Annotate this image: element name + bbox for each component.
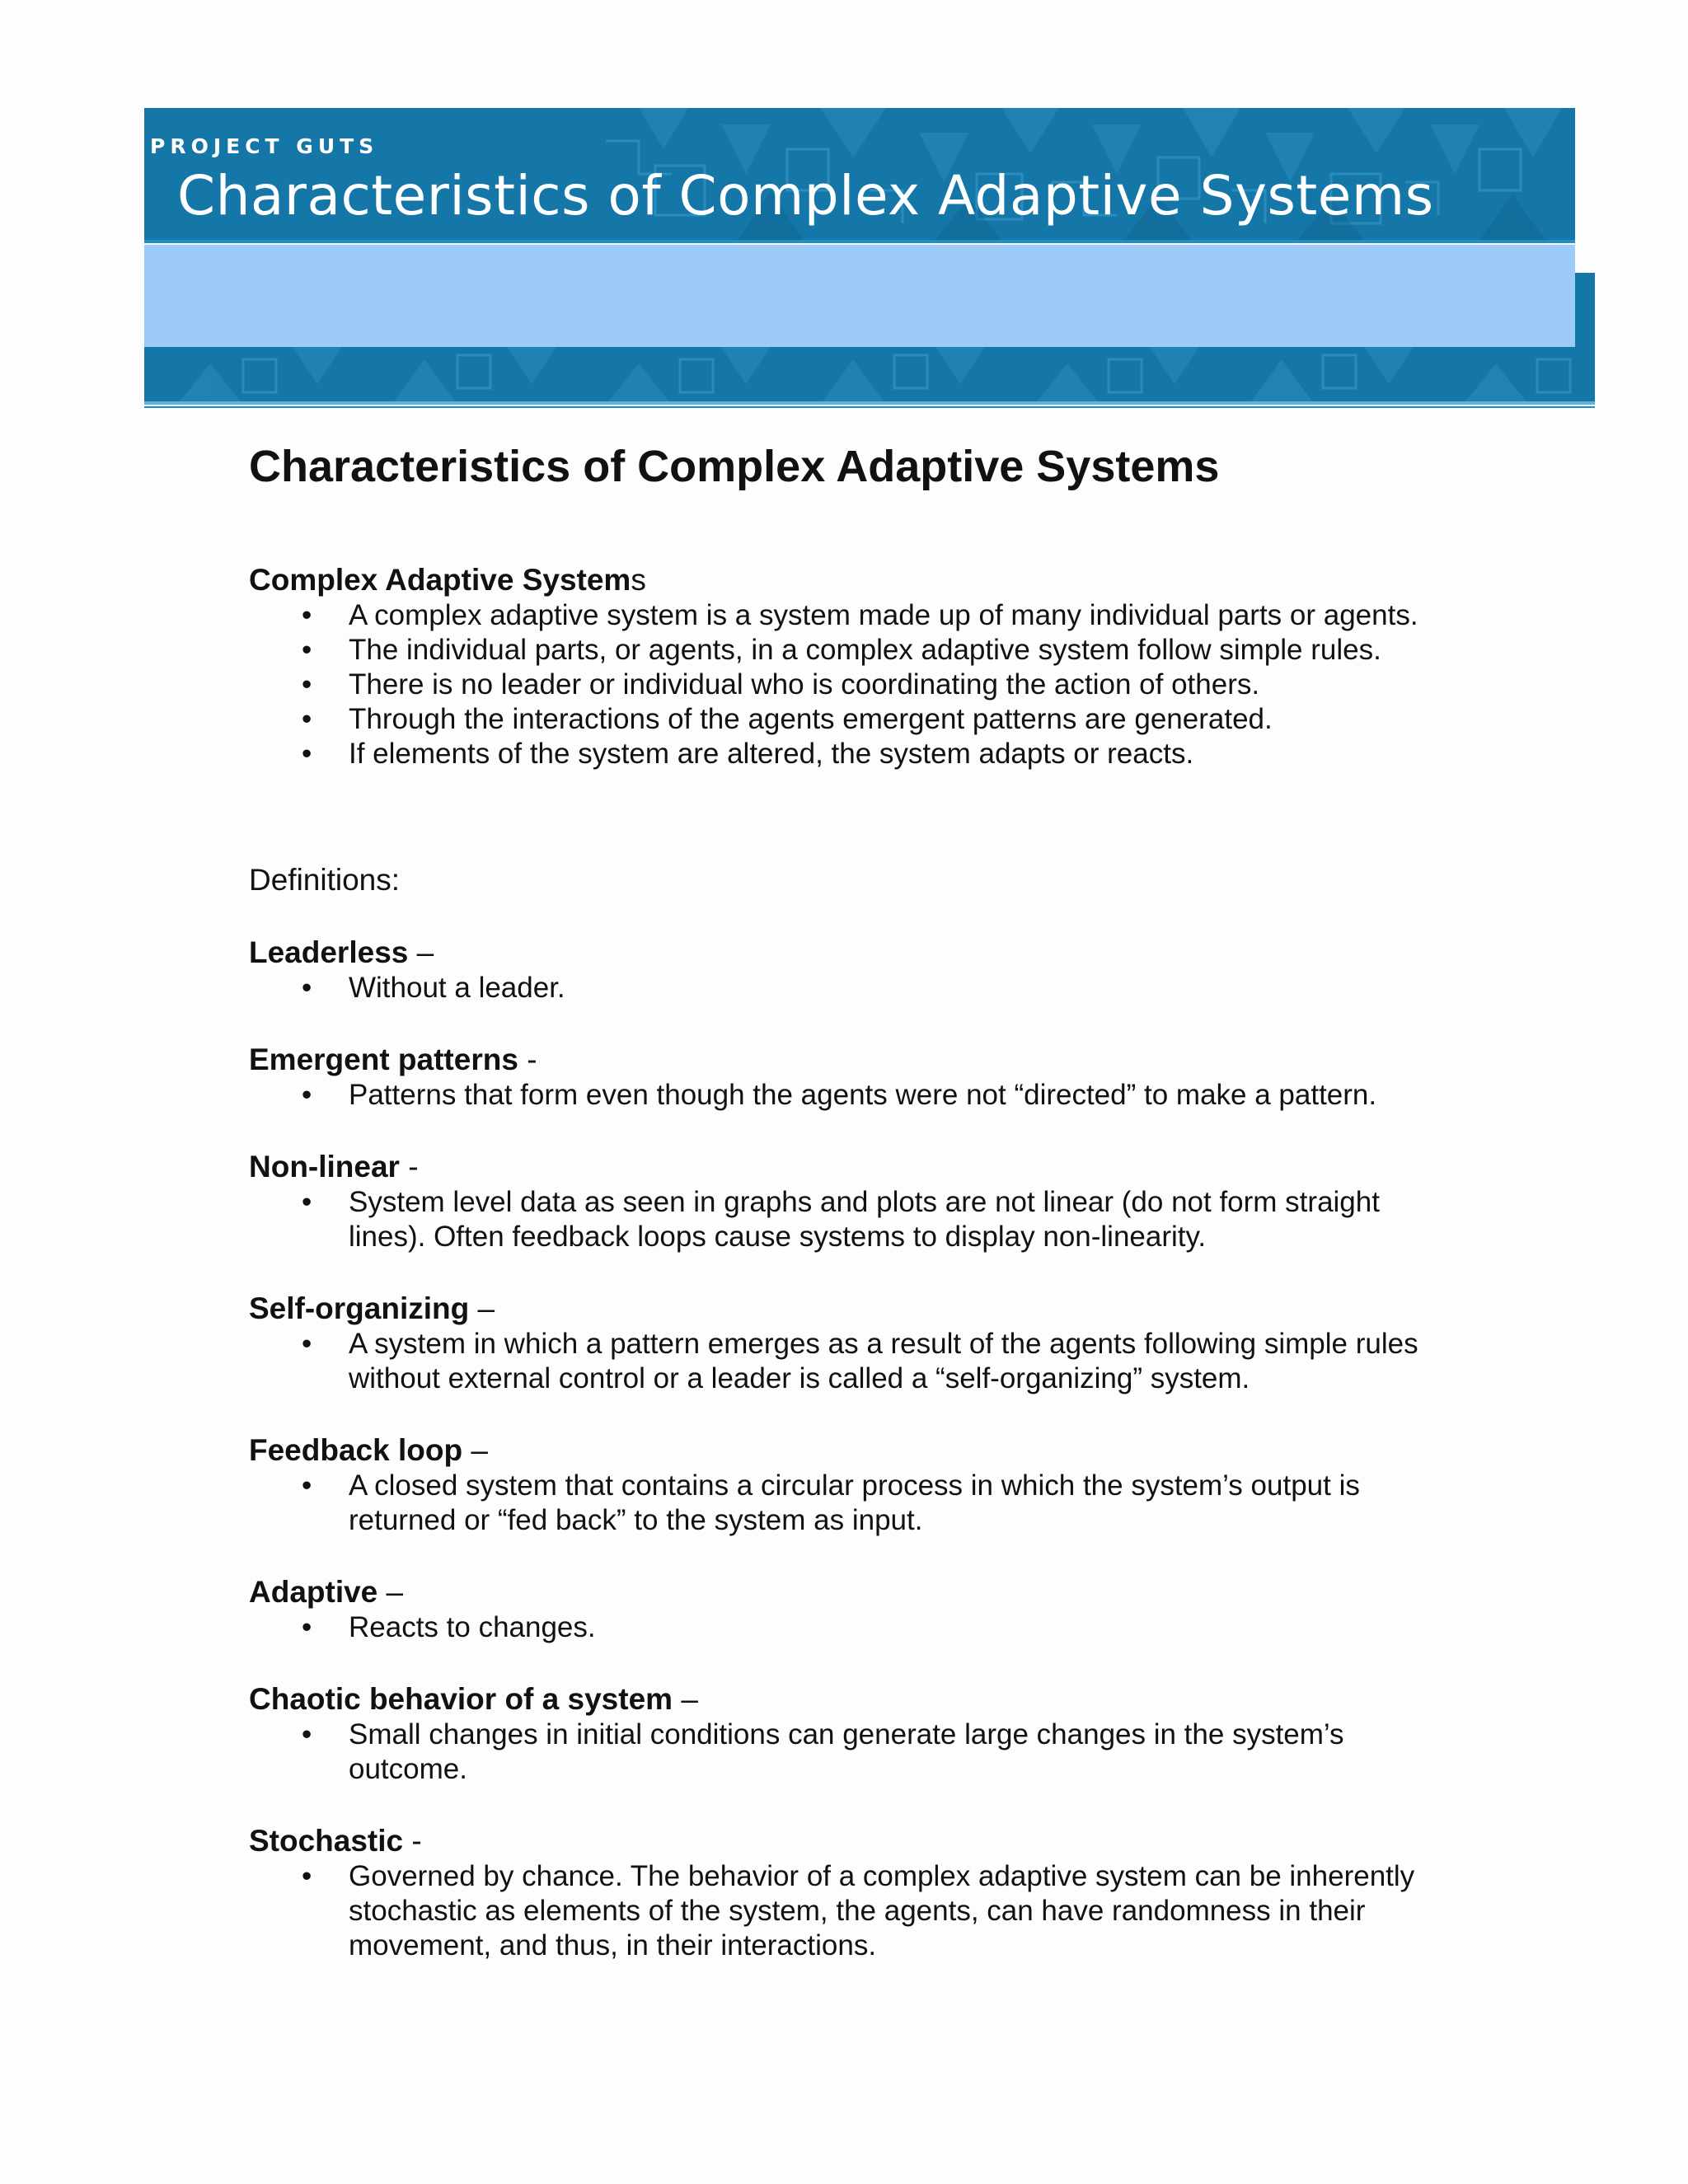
bullet-icon: •	[302, 703, 312, 735]
definition-stochastic	[249, 1823, 1535, 1963]
list-item-text: movement, and thus, in their interactions.	[349, 1929, 877, 1961]
definition-bullet-list	[249, 1610, 1535, 1645]
list-item-text: System level data as seen in graphs and plots are not linear (do not form straight	[349, 1186, 1380, 1218]
term-text: Emergent patterns	[249, 1043, 518, 1076]
term-separator: –	[377, 1575, 404, 1609]
overview-heading-tail: s	[631, 563, 646, 597]
list-item-continuation	[249, 1894, 1535, 1929]
list-item	[249, 737, 1535, 771]
term-separator: –	[673, 1682, 698, 1716]
banner-top-band	[144, 108, 1575, 240]
definition-bullet-list	[249, 1469, 1535, 1538]
bullet-icon: •	[302, 972, 312, 1004]
banner-light-band	[144, 245, 1575, 347]
list-item	[249, 971, 1535, 1005]
list-item-text: If elements of the system are altered, the system adapts or reacts.	[349, 738, 1194, 770]
list-item	[249, 1859, 1535, 1894]
overview-bullet-list	[249, 598, 1535, 771]
bullet-icon: •	[302, 1328, 312, 1360]
term-text: Adaptive	[249, 1575, 378, 1609]
definition-term	[249, 1149, 1535, 1185]
definition-feedback-loop	[249, 1432, 1535, 1538]
term-text: Self-organizing	[249, 1291, 470, 1325]
list-item-text: stochastic as elements of the system, the agents, can have randomness in their	[349, 1895, 1366, 1927]
list-item	[249, 598, 1535, 633]
list-item-text: Reacts to changes.	[349, 1611, 596, 1643]
list-item-text: A system in which a pattern emerges as a result of the agents following simple rules	[349, 1328, 1418, 1360]
definition-term	[249, 1823, 1535, 1859]
definition-bullet-list	[249, 971, 1535, 1005]
list-item-continuation	[249, 1929, 1535, 1963]
list-item-text: without external control or a leader is called a “self-organizing” system.	[349, 1362, 1250, 1394]
list-item-text: lines). Often feedback loops cause systems to display non-linearity.	[349, 1221, 1207, 1253]
list-item-text: Small changes in initial conditions can generate large changes in the system’s	[349, 1718, 1344, 1750]
bullet-icon: •	[302, 1718, 312, 1750]
bullet-icon: •	[302, 634, 312, 666]
list-item	[249, 1718, 1535, 1752]
definitions-label: Definitions:	[249, 863, 401, 897]
banner-title: Characteristics of Complex Adaptive Systems	[177, 164, 1434, 227]
bullet-icon: •	[302, 1860, 312, 1892]
list-item-text: Through the interactions of the agents emergent patterns are generated.	[349, 703, 1273, 735]
term-separator: -	[403, 1824, 422, 1858]
list-item-continuation	[249, 1503, 1535, 1538]
list-item-text: A closed system that contains a circular process in which the system’s output is	[349, 1469, 1360, 1502]
list-item	[249, 702, 1535, 737]
document-body	[249, 437, 1535, 1963]
bullet-icon: •	[302, 1469, 312, 1502]
banner-bottom-line	[144, 401, 1595, 405]
term-text: Chaotic behavior of a system	[249, 1682, 673, 1716]
bullet-icon: •	[302, 668, 312, 701]
definition-term	[249, 935, 1535, 971]
term-separator: -	[399, 1150, 419, 1183]
definition-term	[249, 1681, 1535, 1718]
term-separator: -	[518, 1043, 537, 1076]
definition-chaotic-behavior	[249, 1681, 1535, 1787]
definition-non-linear	[249, 1149, 1535, 1254]
definition-leaderless	[249, 935, 1535, 1005]
definition-term	[249, 1042, 1535, 1078]
banner-bottom-line-thin	[144, 406, 1595, 408]
list-item-continuation	[249, 1361, 1535, 1396]
list-item-text: Governed by chance. The behavior of a complex adaptive system can be inherently	[349, 1860, 1415, 1892]
header-banner	[144, 108, 1595, 408]
list-item-continuation	[249, 1220, 1535, 1254]
term-text: Stochastic	[249, 1824, 404, 1858]
banner-bottom-pattern	[144, 347, 1595, 405]
overview-heading-text: Complex Adaptive System	[249, 563, 631, 597]
definition-adaptive	[249, 1574, 1535, 1645]
list-item	[249, 668, 1535, 702]
bullet-icon: •	[302, 599, 312, 631]
list-item-text: returned or “fed back” to the system as input.	[349, 1504, 923, 1536]
definition-term	[249, 1574, 1535, 1610]
term-text: Feedback loop	[249, 1433, 463, 1467]
list-item-text: A complex adaptive system is a system made up of many individual parts or agents.	[349, 599, 1418, 631]
list-item	[249, 1078, 1535, 1113]
list-item	[249, 1185, 1535, 1220]
definition-bullet-list	[249, 1718, 1535, 1787]
list-item-text: There is no leader or individual who is coordinating the action of others.	[349, 668, 1260, 701]
term-separator: –	[469, 1291, 495, 1325]
bullet-icon: •	[302, 1079, 312, 1111]
list-item	[249, 1610, 1535, 1645]
banner-divider	[144, 240, 1575, 243]
definition-self-organizing	[249, 1291, 1535, 1396]
definition-emergent-patterns	[249, 1042, 1535, 1113]
term-text: Leaderless	[249, 935, 409, 969]
page-title: Characteristics of Complex Adaptive Systems	[249, 442, 1220, 491]
list-item-text: The individual parts, or agents, in a complex adaptive system follow simple rules.	[349, 634, 1381, 666]
overview-heading	[249, 562, 1535, 598]
definition-bullet-list	[249, 1185, 1535, 1254]
definition-bullet-list	[249, 1859, 1535, 1963]
term-text: Non-linear	[249, 1150, 400, 1183]
term-separator: –	[408, 935, 434, 969]
list-item	[249, 633, 1535, 668]
term-separator: –	[462, 1433, 488, 1467]
list-item-text: outcome.	[349, 1753, 467, 1785]
list-item-text: Without a leader.	[349, 972, 565, 1004]
bullet-icon: •	[302, 1186, 312, 1218]
list-item	[249, 1327, 1535, 1361]
definition-term	[249, 1291, 1535, 1327]
definition-term	[249, 1432, 1535, 1469]
bullet-icon: •	[302, 738, 312, 770]
banner-bottom-band	[144, 347, 1595, 405]
banner-kicker: PROJECT GUTS	[150, 134, 379, 158]
definition-bullet-list	[249, 1078, 1535, 1113]
definition-bullet-list	[249, 1327, 1535, 1396]
list-item	[249, 1469, 1535, 1503]
bullet-icon: •	[302, 1611, 312, 1643]
list-item-continuation	[249, 1752, 1535, 1787]
list-item-text: Patterns that form even though the agents were not “directed” to make a pattern.	[349, 1079, 1377, 1111]
